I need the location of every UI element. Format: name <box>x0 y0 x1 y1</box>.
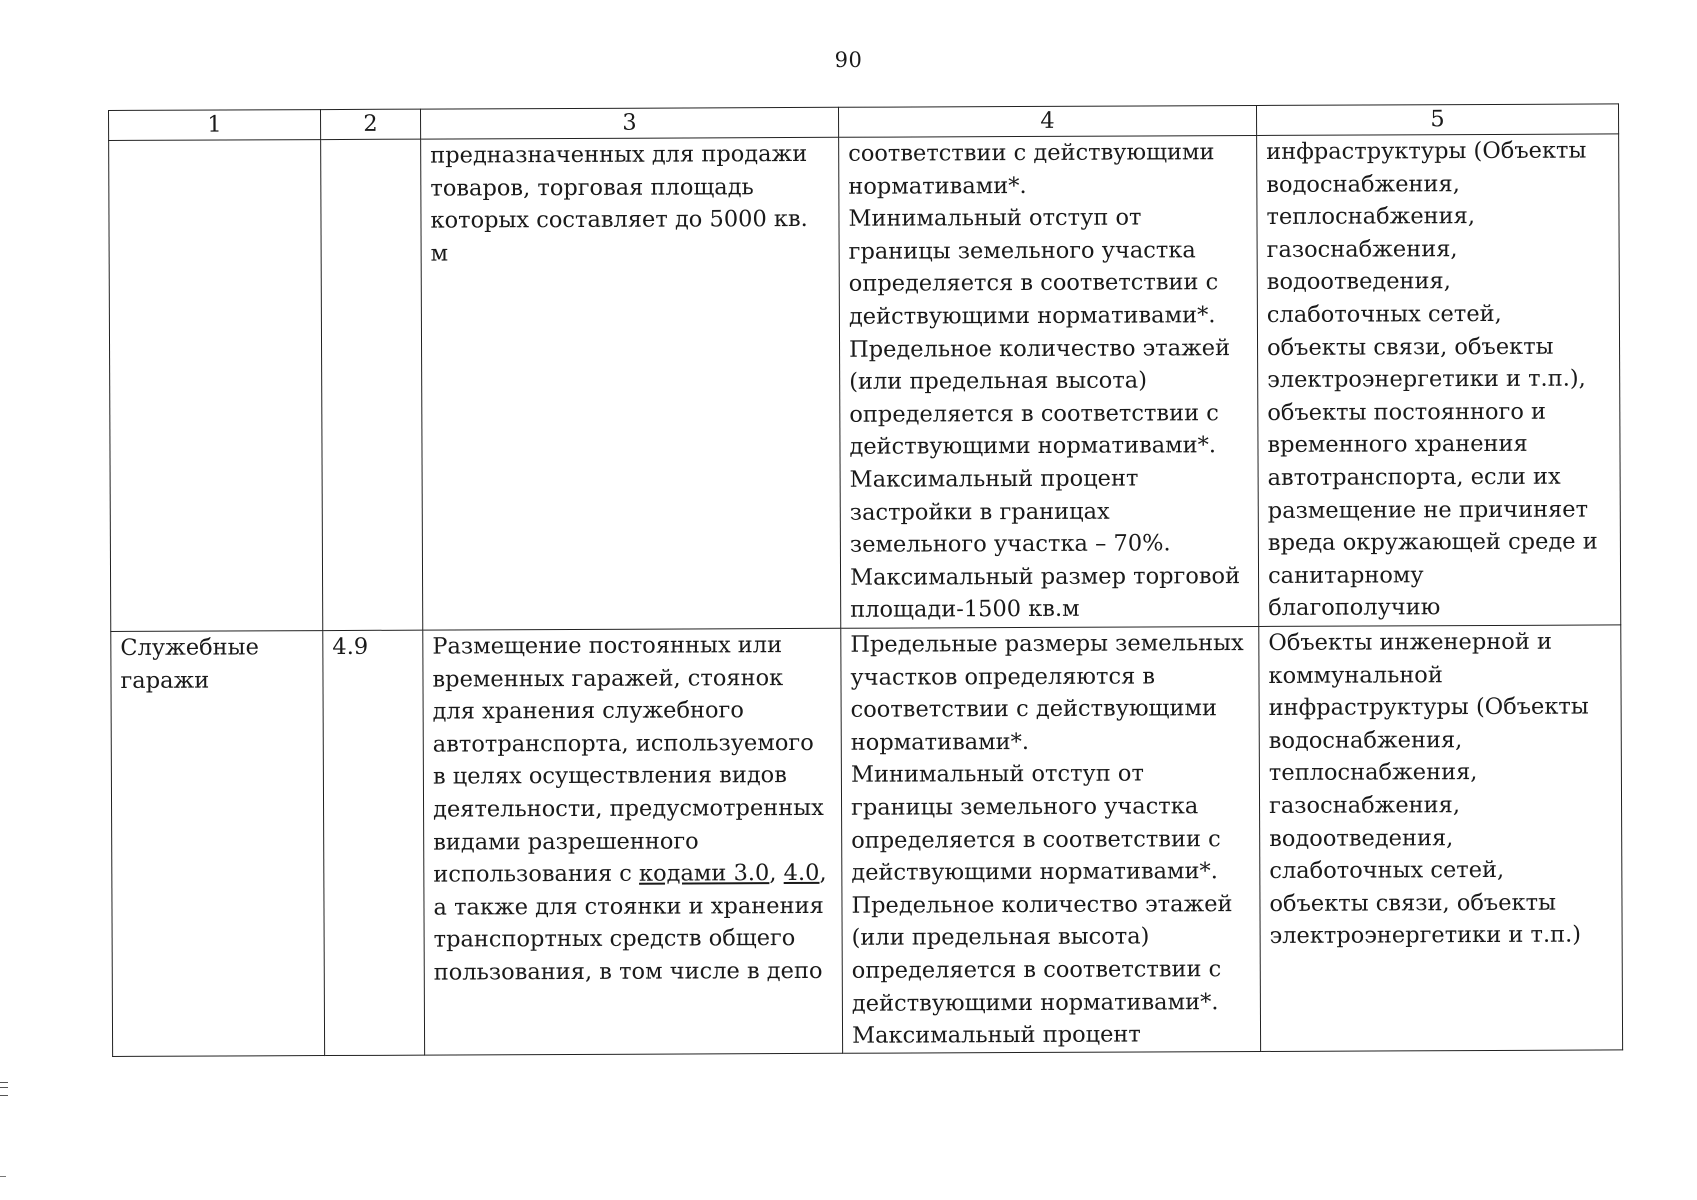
page-number: 90 <box>834 48 863 72</box>
description-cell <box>423 628 843 1055</box>
auxiliary-uses-cell <box>1257 134 1621 627</box>
description-cell <box>421 137 841 630</box>
code-cell <box>321 139 423 630</box>
use-type-cell <box>109 140 323 632</box>
parameters-cell <box>839 135 1259 628</box>
table-row <box>109 134 1621 632</box>
code-text: 4.9 <box>332 633 369 661</box>
column-header-5: 5 <box>1256 104 1618 136</box>
codes-link-3-0[interactable]: кодами 3.0 <box>638 860 770 887</box>
column-header-4: 4 <box>838 105 1256 137</box>
auxiliary-uses-text: инфраструктуры (Объекты водоснабжения, теплоснабжения, газоснабжения, водоотведения, слаботочных сетей, объекты связи, объекты электроэнергетики и т.п.), объекты постоянного и временного хранения автотранспорта, если их размещение не причиняет вреда окружающей среде и санитарному благополучию <box>1266 137 1598 622</box>
auxiliary-uses-text: Объекты инженерной и коммунальной инфраструктуры (Объекты водоснабжения, теплоснабжения, газоснабжения, водоотведения, слаботочных сетей, объекты связи, объекты электроэнергетики и т.п.) <box>1268 628 1589 950</box>
column-header-3: 3 <box>420 107 838 139</box>
column-header-2: 2 <box>321 109 421 139</box>
margin-dash <box>0 1176 6 1177</box>
table-row <box>111 625 1623 1056</box>
column-header-1: 1 <box>109 110 321 141</box>
description-text: Размещение постоянных или временных гаражей, стоянок для хранения служебного автотранспорта, используемого в целях осуществления видов деятельности, предусмотренных видами разрешенного использования с кодами 3.0, 4.0, а также для стоянки и хранения транспортных средств общего пользования, в том числе в депо <box>432 632 827 986</box>
regulations-table <box>108 103 1623 1056</box>
description-text: предназначенных для продажи товаров, торговая площадь которых составляет до 5000 кв. м <box>430 140 808 267</box>
parameters-cell <box>841 626 1261 1053</box>
parameters-text: соответствии с действующими нормативами*. Минимальный отступ от границы земельного участка определяется в соответствии с действующими нормативами*. Предельное количество этажей (или предельная высота) определяется в соответствии с действующими нормативами*. Максимальный процент застройки в границах земельного участка – 70%. Максимальный размер торговой площади-1500 кв.м <box>848 139 1241 624</box>
code-cell <box>323 630 425 1055</box>
parameters-text: Предельные размеры земельных участков определяются в соответствии с действующими нормативами*. Минимальный отступ от границы земельного участка определяется в соответствии с действующими нормативами*. Предельное количество этажей (или предельная высота) определяется в соответствии с действующими нормативами*. Максимальный процент <box>850 630 1244 1049</box>
auxiliary-uses-cell <box>1259 625 1623 1051</box>
code-link-4-0[interactable]: 4.0 <box>783 860 820 887</box>
use-type-cell <box>111 631 325 1057</box>
use-type-text: Служебные гаражи <box>120 634 259 694</box>
margin-mark <box>0 1082 8 1096</box>
